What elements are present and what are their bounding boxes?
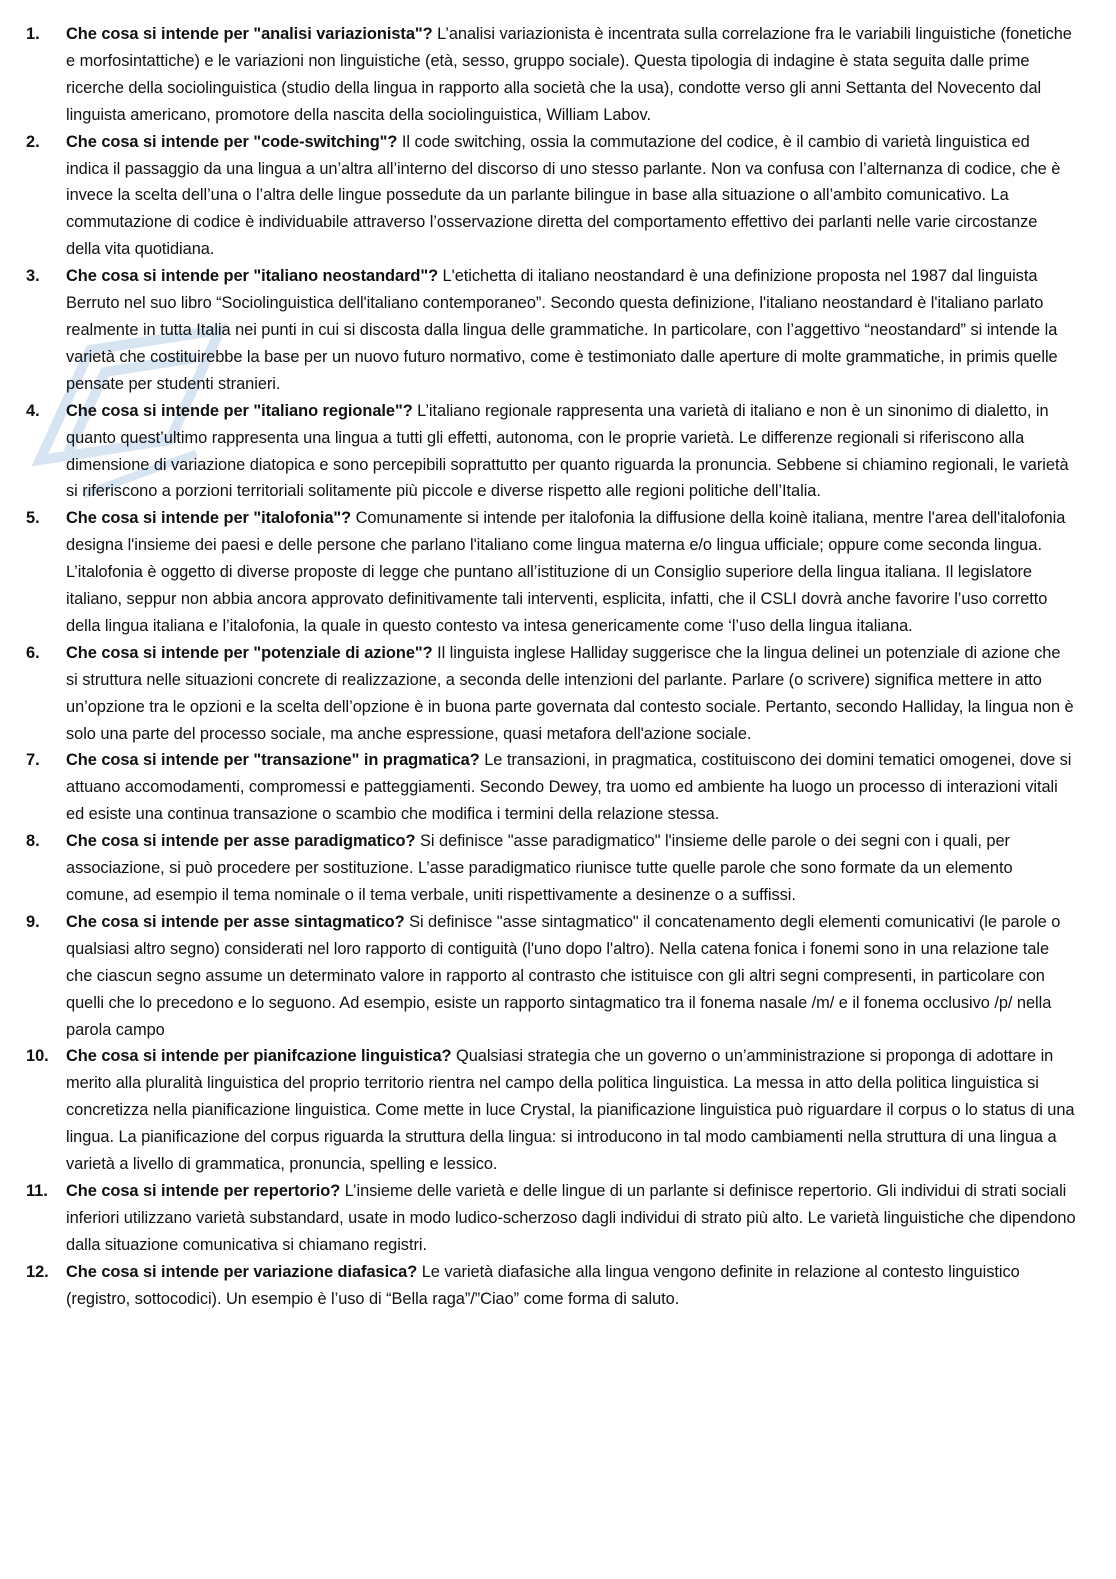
answer-text: L’analisi variazionista è incentrata sulla correlazione fra le variabili linguistiche (fonetiche e morfosintattiche) e le variazioni non linguistiche (età, sesso, gruppo sociale). Questa tipologia di indagine è stata seguita dalle prime ricerche della sociolinguistica (studio della lingua in rapporto alla società che la usa), condotte verso gli anni Settanta del Novecento dal linguista americano, promotore della nascita della sociolinguistica, William Labov.	[66, 25, 1072, 124]
question-item-7	[26, 747, 1076, 828]
answer-text: Il linguista inglese Halliday suggerisce che la lingua delinei un potenziale di azione che si struttura nelle situazioni concrete di realizzazione, a seconda delle intenzioni del parlante. Parlare (o scrivere) significa mettere in atto un’opzione tra le opzioni e la scelta dell’opzione è in buona parte governata dal contesto sociale. Pertanto, secondo Halliday, la lingua non è solo una parte del processo sociale, ma anche espressione, quasi metafora dell'azione sociale.	[66, 643, 1074, 743]
question-text: Che cosa si intende per "italofonia"?	[66, 509, 352, 528]
answer-text: Qualsiasi strategia che un governo o un’amministrazione si proponga di adottare in merito alla pluralità linguistica del proprio territorio rientra nel campo della politica linguistica. La messa in atto della politica linguistica si concretizza nella pianificazione linguistica. Come mette in luce Crystal, la pianificazione linguistica può riguardare il corpus o lo status di una lingua. La pianificazione del corpus riguarda la struttura della lingua: si introducono in tal modo cambiamenti nella struttura di una lingua a varietà a livello di grammatica, pronuncia, spelling e lessico.	[66, 1047, 1075, 1174]
answer-text: L'etichetta di italiano neostandard è una definizione proposta nel 1987 dal linguista Berruto nel suo libro “Sociolinguistica dell'italiano contemporaneo”. Secondo questa definizione, l'italiano neostandard è l'italiano parlato realmente in tutta Italia nei punti in cui si discosta dalla lingua delle grammatiche. In particolare, con l’aggettivo “neostandard” si intende la varietà che costituirebbe la base per un nuovo futuro normativo, come è testimoniato dalle aperture di molte grammatiche, in primis quelle pensate per studenti stranieri.	[66, 267, 1058, 393]
item-number: 5.	[26, 509, 40, 528]
answer-text: Le varietà diafasiche alla lingua vengono definite in relazione al contesto linguistico (registro, sottocodici). Un esempio è l’uso di “Bella raga”/”Ciao” come forma di saluto.	[66, 1262, 1020, 1308]
question-item-6	[26, 640, 1076, 748]
item-number: 3.	[26, 267, 40, 286]
question-text: Che cosa si intende per "transazione" in pragmatica?	[66, 751, 480, 770]
answer-text: Comunamente si intende per italofonia la diffusione della koinè italiana, mentre l'area dell'italofonia designa l'insieme dei paesi e delle persone che parlano l'italiano come lingua materna e/o lingua ufficiale; oppure come seconda lingua. L’italofonia è oggetto di diverse proposte di legge che puntano all’istituzione di un Consiglio superiore della lingua italiana. Il legislatore italiano, seppur non abbia ancora approvato definitivamente tali interventi, esplicita, infatti, che il CSLI dovrà anche favorire l’uso corretto della lingua italiana e l’italofonia, la quale in questo contesto va intesa genericamente come ‘l’uso della lingua italiana.	[66, 509, 1066, 635]
item-number: 11.	[26, 1181, 48, 1200]
answer-text: Si definisce "asse paradigmatico" l'insieme delle parole o dei segni con i quali, per associazione, si può procedere per sostituzione. L’asse paradigmatico riunisce tutte quelle parole che sono formate da un elemento comune, ad esempio il tema nominale o il tema verbale, uniti rispettivamente a desinenze o a suffissi.	[66, 832, 1013, 904]
item-number: 12.	[26, 1262, 49, 1281]
answer-text: Le transazioni, in pragmatica, costituiscono dei domini tematici omogenei, dove si attuano accomodamenti, compromessi e patteggiamenti. Secondo Dewey, tra uomo ed ambiente ha luogo un processo di interazioni vitali ed esiste una continua transazione o scambio che modifica i termini della relazione stessa.	[66, 751, 1072, 824]
answer-text: Si definisce "asse sintagmatico" il concatenamento degli elementi comunicativi (le parole o qualsiasi altro segno) considerati nel loro rapporto di contiguità (l'uno dopo l'altro). Nella catena fonica i fonemi sono in una relazione tale che ciascun segno assume un determinato valore in rapporto al contrasto che istituisce con gli altri segni compresenti, in particolare con quelli che lo precedono e lo seguono. Ad esempio, esiste un rapporto sintagmatico tra il fonema nasale /m/ e il fonema occlusivo /p/ nella parola campo	[66, 912, 1061, 1039]
item-number: 9.	[26, 912, 40, 931]
answer-text: Il code switching, ossia la commutazione del codice, è il cambio di varietà linguistica ed indica il passaggio da una lingua a un’altra all’interno del discorso di uno stesso parlante. Non va confusa con l’alternanza di codice, che è invece la scelta dell’una o l’altra delle lingue possedute da un parlante bilingue in base alla situazione o all’ambito comunicativo. La commutazione di codice è individuabile attraverso l’osservazione diretta del comportamento effettivo dei parlanti nelle varie circostanze della vita quotidiana.	[66, 132, 1061, 259]
question-item-9	[26, 909, 1076, 1044]
question-text: Che cosa si intende per pianifcazione linguistica?	[66, 1047, 452, 1066]
item-number: 1.	[26, 25, 40, 43]
item-number: 4.	[26, 401, 40, 420]
question-text: Che cosa si intende per "potenziale di azione"?	[66, 643, 433, 662]
item-number: 8.	[26, 832, 40, 851]
question-text: Che cosa si intende per asse paradigmatico?	[66, 832, 416, 851]
question-text: Che cosa si intende per variazione diafasica?	[66, 1262, 418, 1281]
answer-text: L’italiano regionale rappresenta una varietà di italiano e non è un sinonimo di dialetto, in quanto quest’ultimo rappresenta una lingua a tutti gli effetti, autonoma, con le proprie varietà. Le differenze regionali si riferiscono alla dimensione di variazione diatopica e sono percepibili soprattutto per quanto riguarda la pronuncia. Sebbene si chiamino regionali, le varietà si riferiscono a porzioni territoriali solitamente più piccole e diverse rispetto alle regioni politiche dell’Italia.	[66, 401, 1069, 501]
item-number: 6.	[26, 643, 40, 662]
question-item-10	[26, 1043, 1076, 1178]
question-text: Che cosa si intende per "italiano regionale"?	[66, 401, 413, 420]
question-item-4	[26, 398, 1076, 506]
question-item-12	[26, 1259, 1076, 1313]
answer-text: L’insieme delle varietà e delle lingue di un parlante si definisce repertorio. Gli individui di strati sociali inferiori utilizzano varietà substandard, usate in modo ludico-scherzoso dagli individui di strato più alto. Le varietà linguistiche che dipendono dalla situazione comunicativa si chiamano registri.	[66, 1181, 1076, 1254]
question-item-3	[26, 263, 1076, 398]
item-number: 10.	[26, 1047, 49, 1066]
question-item-11	[26, 1178, 1076, 1259]
question-text: Che cosa si intende per "analisi variazionista"?	[66, 25, 433, 43]
question-item-8	[26, 828, 1076, 909]
question-item-1	[26, 21, 1076, 129]
question-item-2	[26, 129, 1076, 264]
item-number: 2.	[26, 132, 40, 151]
question-text: Che cosa si intende per asse sintagmatico?	[66, 912, 405, 931]
item-number: 7.	[26, 751, 40, 770]
question-list	[26, 21, 1076, 1313]
question-text: Che cosa si intende per "italiano neostandard"?	[66, 267, 439, 286]
question-item-5	[26, 505, 1076, 640]
question-text: Che cosa si intende per repertorio?	[66, 1181, 341, 1200]
question-text: Che cosa si intende per "code-switching"?	[66, 132, 398, 151]
